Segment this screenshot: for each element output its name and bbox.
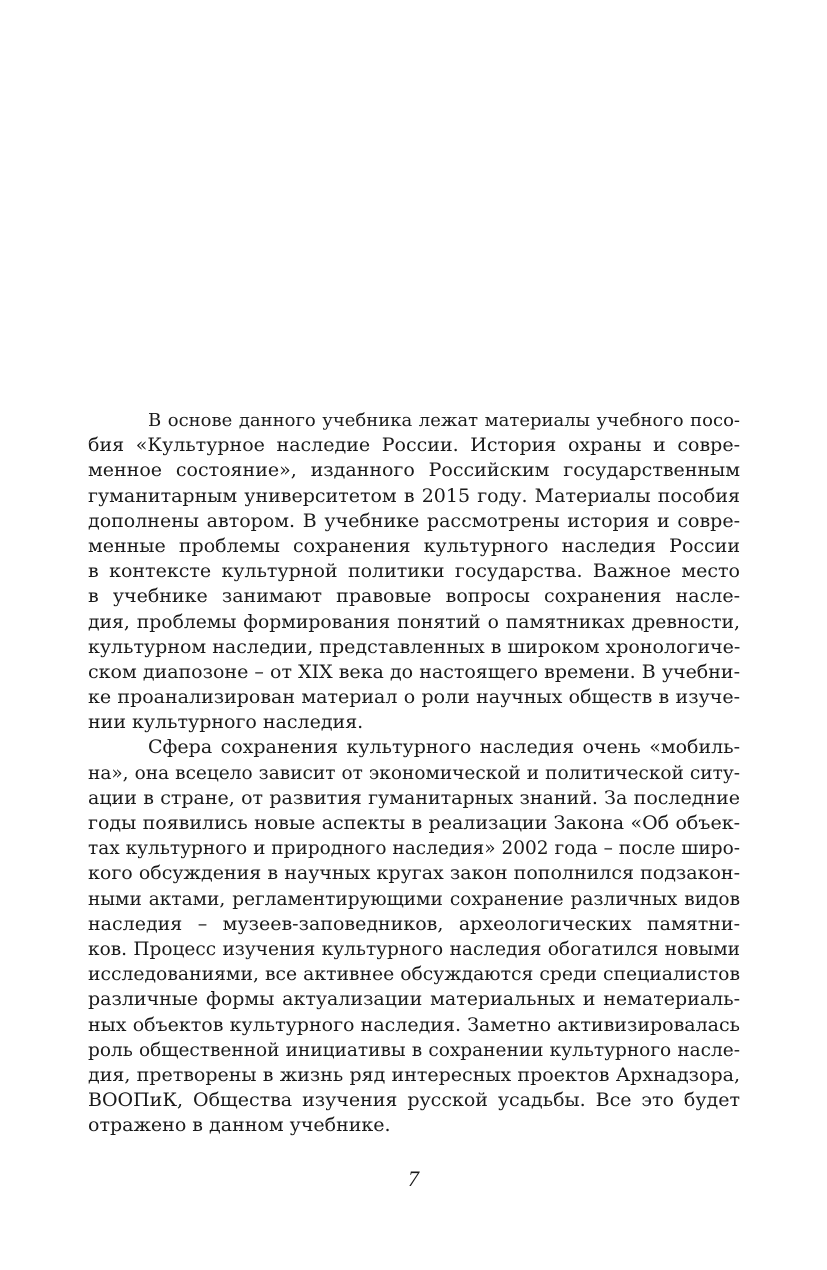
text-line: гуманитарным университетом в 2015 году. Материалы пособия <box>88 484 740 507</box>
text-line: менные проблемы сохранения культурного наследия России <box>88 534 740 557</box>
text-line: роль общественной инициативы в сохранении культурного насле- <box>88 1039 740 1061</box>
paragraph-1 <box>88 408 740 735</box>
text-line: ВООПиК, Общества изучения русской усадьбы. Все это будет <box>88 1089 740 1112</box>
text-line: дополнены автором. В учебнике рассмотрены история и совре- <box>88 509 740 532</box>
paragraph-2 <box>88 735 740 1138</box>
page-number: 7 <box>408 1166 419 1191</box>
text-line: дия, претворены в жизнь ряд интересных проектов Архнадзора, <box>88 1063 740 1086</box>
text-line: на», она всецело зависит от экономической и политической ситу- <box>88 762 740 784</box>
body-text <box>88 408 740 1138</box>
text-line: менное состояние», изданного Российским государственным <box>88 459 740 482</box>
text-line: дия, проблемы формирования понятий о памятниках древности, <box>88 611 740 633</box>
text-line: ке проанализирован материал о роли научных обществ в изуче- <box>88 686 740 709</box>
text-line: ных объектов культурного наследия. Заметно активизировалась <box>88 1013 740 1036</box>
text-line: в контексте культурной политики государства. Важное место <box>88 560 740 583</box>
text-line: кого обсуждения в научных кругах закон пополнился подзакон- <box>88 862 740 885</box>
text-line: исследованиями, все активнее обсуждаются среди специалистов <box>88 964 740 986</box>
text-line: в учебнике занимают правовые вопросы сохранения насле- <box>88 585 740 608</box>
text-line: ации в стране, от развития гуманитарных знаний. За последние <box>88 786 740 809</box>
text-line: культурном наследии, представленных в широком хронологиче- <box>88 635 741 658</box>
text-line: бия «Культурное наследие России. История охраны и совре- <box>88 434 740 457</box>
text-line: ском диапозоне – от XIX века до настоящего времени. В учебни- <box>88 660 740 683</box>
text-line: тах культурного и природного наследия» 2002 года – после широ- <box>88 838 740 860</box>
text-line: В основе данного учебника лежат материалы учебного посо- <box>148 410 740 431</box>
text-line: Сфера сохранения культурного наследия очень «мобиль- <box>148 736 740 759</box>
text-line: различные формы актуализации материальных и нематериаль- <box>88 988 740 1011</box>
text-line: нии культурного наследия. <box>88 711 364 734</box>
text-line: наследия – музеев-заповедников, археологических памятни- <box>88 912 740 935</box>
text-line: ными актами, регламентирующими сохранение различных видов <box>88 888 740 910</box>
text-line: отражено в данном учебнике. <box>88 1114 391 1137</box>
text-line: годы появились новые аспекты в реализации Закона «Об объек- <box>88 812 740 834</box>
text-line: ков. Процесс изучения культурного наследия обогатился новыми <box>88 938 740 960</box>
